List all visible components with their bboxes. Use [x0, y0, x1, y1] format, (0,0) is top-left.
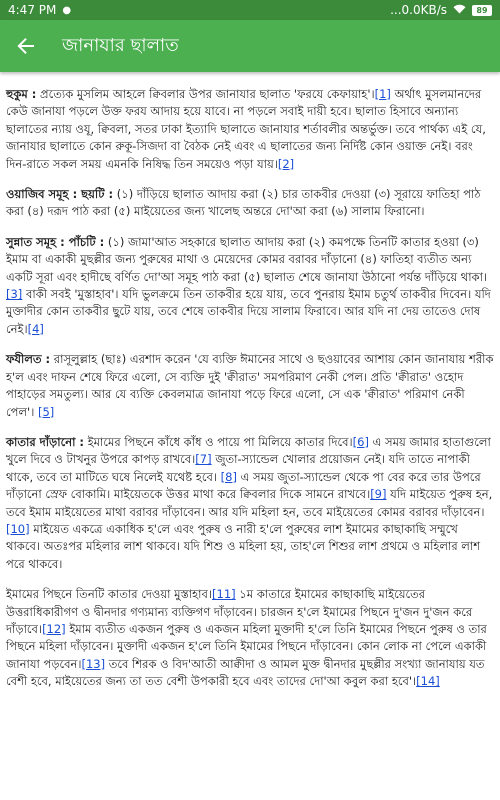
- heading-fazilat: ফযীলত :: [6, 352, 51, 367]
- article-content[interactable]: [0, 72, 500, 800]
- reference-link-4[interactable]: [4]: [27, 321, 44, 336]
- text-sunnat-2: বাকী সবই 'মুস্তাহাব'। যদি ভুলক্রমে তিন তাকবীর হয়ে যায়, তবে পুনরায় ইমাম চতুর্থ তাকবীর দিবেন। যদি মুক্তাদীর কোন তাকবীর ছুটে যায়, তবে শেষে তাকবীর দিয়ে সালাম ফিরাবে। আর যদি না দেয় তাতেও দোষ নেই।: [6, 287, 491, 336]
- reference-link-6[interactable]: [6]: [352, 434, 369, 449]
- app-bar: [0, 20, 500, 72]
- text-katar-5: যদি মাইয়েত পুরুষ হন, তবে ইমাম মাইয়েতের মাথা বরাবর দাঁড়াবেন। আর যদি মহিলা হন, তবে মাইয়েতের কোমর বরাবর দাঁড়াবেন।: [6, 487, 493, 519]
- heading-katar: কাতার দাঁড়ানো :: [6, 434, 85, 449]
- text-hukum-2: অর্থাৎ মুসলমানদের কেউ জানাযা পড়লে উক্ত ফরয আদায় হয়ে যাবে। না পড়লে সবাই দায়ী হবে। ছালাত হিসাবে অন্যান্য ছালাতের ন্যায় ওযূ, ক্বিবলা, সতর ঢাকা ইত্যাদি ছালাতে জানাযার শর্তাবলীর অন্তর্ভুক্ত। তবে পার্থক্য এই যে, জানাযার ছালাতে কোন রুকূ-সিজদা বা বৈঠক নেই এবং এ ছালাতের জন্য নির্দিষ্ট কোন ওয়াক্ত নেই। বরং দিন-রাতে সকল সময় এমনকি নিষিদ্ধ তিন সময়েও পড়া যায়।: [6, 87, 486, 171]
- text-last-4: তবে শিরক ও বিদ'আতী আক্বীদা ও আমল মুক্ত দ্বীনদার মুছল্লীর সংখ্যা জানাযায় যত বেশী হবে, মাইয়েতের জন্য তা তত বেশী উপকারী হবে এবং তাদের দো'আ কবুল করা হবে'।: [6, 656, 485, 689]
- battery-icon: 89: [472, 5, 492, 16]
- network-speed: ...0.0KB/s: [390, 3, 447, 17]
- text-katar-1: ইমামের পিছনে কাঁধে কাঁধ ও পায়ে পা মিলিয়ে কাতার দিবে।: [84, 434, 353, 449]
- heading-wajib: ওয়াজিব সমূহ : ছয়টি :: [6, 187, 114, 202]
- text-katar-4: এ সময় জুতা-স্যান্ডেল থেকে পা বের করে তার উপরে দাঁড়ানো স্রেফ বোকামি। মাইয়েতকে উত্তর মাথা করে ক্বিবলার দিকে সামনে রাখবে।: [6, 469, 481, 502]
- notification-dot-icon: ●: [62, 4, 72, 16]
- status-right: [390, 3, 492, 17]
- reference-link-7[interactable]: [7]: [195, 452, 212, 467]
- status-bar: [0, 0, 500, 20]
- text-last-1: ইমামের পিছনে তিনটি কাতার দেওয়া মুস্তাহাব।: [6, 587, 213, 602]
- reference-link-1[interactable]: [1]: [374, 87, 391, 101]
- status-time: 4:47 PM: [8, 3, 57, 17]
- reference-link-5[interactable]: [5]: [37, 404, 55, 419]
- text-katar-2: এ সময় জামার হাতাগুলো খুলে দিবে ও টাখনুর উপরে কাপড় রাখবে।: [6, 434, 491, 467]
- reference-link-12[interactable]: [12]: [42, 621, 66, 636]
- text-sunnat-1: (১) জামা'আত সহকারে ছালাত আদায় করা (২) কমপক্ষে তিনটি কাতার হওয়া (৩) ইমাম বা একাকী মুছল্লীর জন্য পুরুষের মাথা ও মেয়েদের কোমর বরাবর দাঁড়ানো (৪) ফাতিহা ব্যতীত অন্য একটি সূরা এবং হাদীছে বর্ণিত দো'আ সমূহ পাঠ করা (৫) ছালাত শেষে জানাযা উঠানো পর্যন্ত দাঁড়িয়ে থাকা।: [6, 234, 488, 284]
- text-katar-6: মাইয়েত একত্রে একাধিক হ'লে এবং পুরুষ ও নারী হ'লে পুরুষের লাশ ইমামের কাছাকাছি সম্মুখে থাকবে। অতঃপর মহিলার লাশ থাকবে। যদি শিশু ও মহিলা হয়, তাহ'লে শিশুর লাশ প্রথমে ও মহিলার লাশ পরে থাকবে।: [6, 521, 481, 571]
- text-hukum-1: প্রত্যেক মুসলিম আহলে ক্বিবলার উপর জানাযার ছালাত 'ফরযে কেফায়াহ'।: [36, 87, 375, 101]
- status-left: [8, 3, 71, 17]
- back-button[interactable]: [6, 26, 46, 66]
- reference-link-2[interactable]: [2]: [277, 156, 295, 171]
- reference-link-14[interactable]: [14]: [416, 674, 440, 689]
- section-sunnat: [6, 234, 494, 338]
- section-katar-sangkhya: [6, 586, 494, 690]
- reference-link-11[interactable]: [11]: [212, 587, 236, 602]
- reference-link-9[interactable]: [9]: [370, 487, 387, 502]
- heading-sunnat: সুন্নাত সমূহ : পাঁচটি :: [6, 234, 105, 249]
- reference-link-8[interactable]: [8]: [220, 469, 237, 484]
- text-wajib-1: (১) দাঁড়িয়ে ছালাত আদায় করা (২) চার তাকবীর দেওয়া (৩) সূরায়ে ফাতিহা পাঠ করা (৪) দরূদ পাঠ করা (৫) মাইয়েতের জন্য খালেছ অন্তরে দো'আ করা (৬) সালাম ফিরানো।: [6, 187, 481, 219]
- section-wajib: [6, 186, 494, 221]
- text-fazilat-1: রাসূলুল্লাহ (ছাঃ) এরশাদ করেন 'যে ব্যক্তি ঈমানের সাথে ও ছওয়াবের আশায় কোন জানাযায় শরীক হ'ল এবং দাফন শেষে ফিরে এলো, সে ব্যক্তি দুই 'ক্বীরাত' সমপরিমাণ নেকী পেল। প্রতি 'ক্বীরাত' ওহোদ পাহাড়ের সমতুল্য। আর যে ব্যক্তি কেবলমাত্র জানাযা পড়ে ফিরে এলো, সে এক 'ক্বীরাত' পরিমাণ নেকী পেল'।: [6, 352, 494, 419]
- text-katar-3: জুতা-স্যান্ডেল খোলার প্রয়োজন নেই। যদি তাতে নাপাকী থাকে, তবে তা মাটিতে ঘষে নিলেই যথেষ্ট হবে।: [6, 452, 470, 484]
- text-last-3: ইমাম ব্যতীত একজন পুরুষ ও একজন মহিলা মুক্তাদী হ'লে তিনি ইমামের পিছনে পুরুষ ও তার পিছনে মহিলা দাঁড়াবেন। মুক্তাদী একজন হ'লে তিনি ইমামের পিছনে দাঁড়াবেন। কোন লোক না পেলে একাকী জানাযা পড়বেন।: [6, 621, 487, 671]
- page-title: জানাযার ছালাত: [62, 34, 179, 56]
- reference-link-13[interactable]: [13]: [81, 656, 106, 671]
- section-fazilat: [6, 351, 494, 421]
- arrow-left-icon: [17, 37, 35, 55]
- heading-hukum: হুকুম :: [6, 87, 37, 101]
- reference-link-10[interactable]: [10]: [6, 521, 30, 536]
- wifi-icon: [453, 4, 466, 17]
- reference-link-3[interactable]: [3]: [6, 287, 23, 302]
- text-last-2: ১ম কাতারে ইমামের কাছাকাছি মাইয়েতের উত্তরাধিকারীগণ ও দ্বীনদার গণ্যমান্য ব্যক্তিগণ দাঁড়াবেন। চারজন হ'লে ইমামের পিছনে দু'জন দু'জন করে দাঁড়াবে।: [6, 587, 473, 636]
- section-hukum: [6, 86, 494, 173]
- section-katar: [6, 434, 494, 573]
